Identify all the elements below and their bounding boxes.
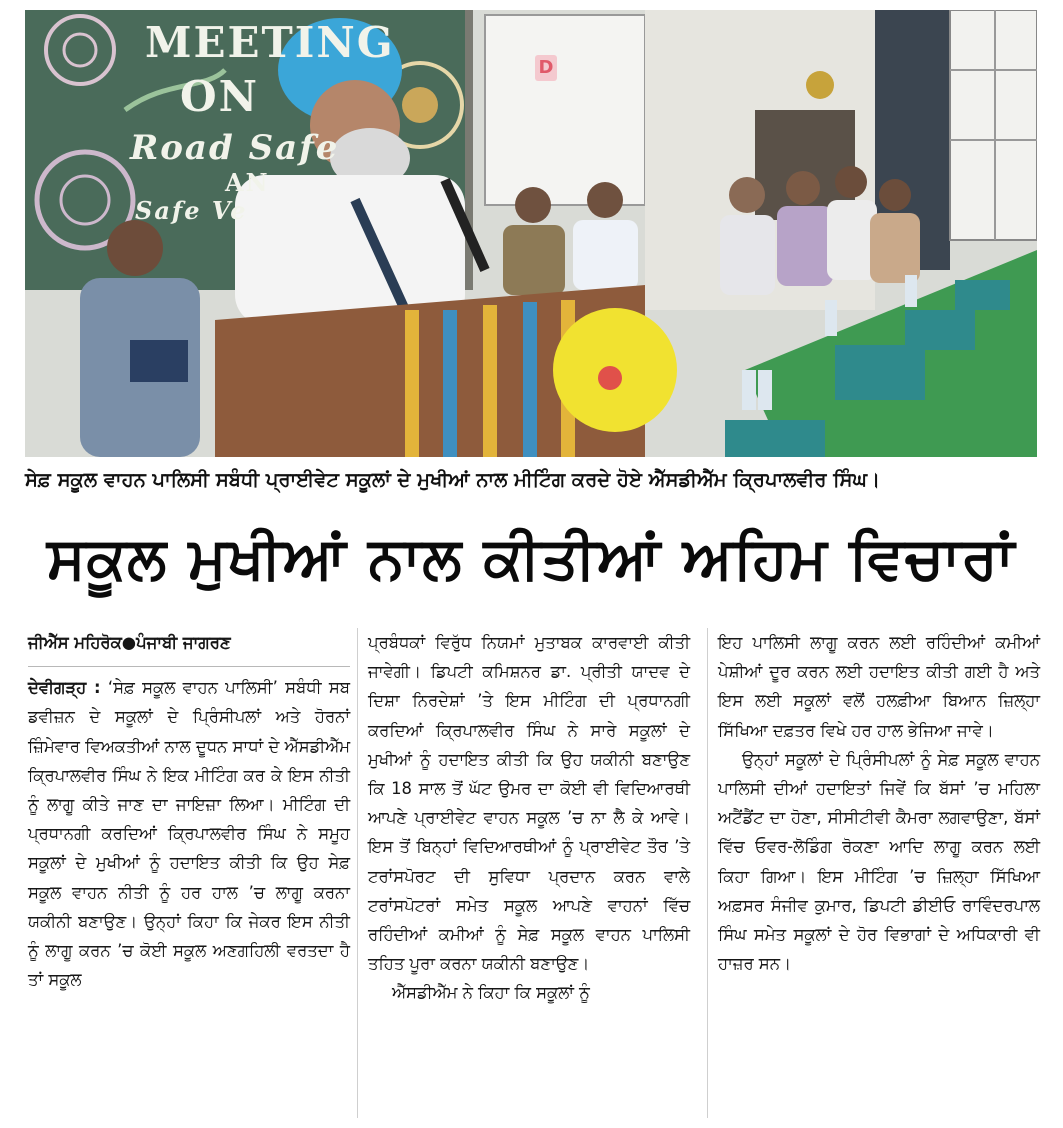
byline-rule bbox=[28, 666, 350, 667]
headline: ਸਕੂਲ ਮੁਖੀਆਂ ਨਾਲ ਕੀਤੀਆਂ ਅਹਿਮ ਵਿਚਾਰਾਂ bbox=[46, 524, 1016, 592]
article-column-3 bbox=[718, 628, 1040, 978]
article-column-2 bbox=[368, 628, 690, 1008]
board-text-line: Safe Ve bbox=[135, 196, 248, 225]
board-text-line: Road Safe bbox=[130, 128, 340, 168]
photo-caption: ਸੇਫ਼ ਸਕੂਲ ਵਾਹਨ ਪਾਲਿਸੀ ਸਬੰਧੀ ਪ੍ਰਾਈਵੇਟ ਸਕੂਲਾਂ ਦੇ ਮੁਖੀਆਂ ਨਾਲ ਮੀਟਿੰਗ ਕਰਦੇ ਹੋਏ ਐੱਸਡੀਐੱਮ ਕ੍ਰਿਪਾਲਵੀਰ ਸਿੰਘ। bbox=[25, 468, 881, 491]
column-divider bbox=[707, 628, 708, 1118]
article-column-1 bbox=[28, 628, 350, 994]
article-paragraph bbox=[28, 673, 350, 994]
byline: ਜੀਐੱਸ ਮਹਿਰੋਕ●ਪੰਜਾਬੀ ਜਾਗਰਣ bbox=[28, 633, 231, 652]
screen-logo: D bbox=[535, 55, 557, 81]
article-paragraph: ਉਨ੍ਹਾਂ ਸਕੂਲਾਂ ਦੇ ਪ੍ਰਿੰਸੀਪਲਾਂ ਨੂੰ ਸੇਫ਼ ਸਕੂਲ ਵਾਹਨ ਪਾਲਿਸੀ ਦੀਆਂ ਹਦਾਇਤਾਂ ਜਿਵੇਂ ਕਿ ਬੱਸਾਂ ’ਚ ਮਹਿਲਾ ਅਟੈਂਡੈਂਟ ਦਾ ਹੋਣਾ, ਸੀਸੀਟੀਵੀ ਕੈਮਰਾ ਲਗਵਾਉਣਾ, ਬੱਸਾਂ ਵਿੱਚ ਓਵਰ-ਲੋਡਿੰਗ ਰੋਕਣਾ ਆਦਿ ਲਾਗੂ ਕਰਨ ਲਈ ਕਿਹਾ ਗਿਆ। ਇਸ ਮੀਟਿੰਗ ’ਚ ਜ਼ਿਲ੍ਹਾ ਸਿੱਖਿਆ ਅਫ਼ਸਰ ਸੰਜੀਵ ਕੁਮਾਰ, ਡਿਪਟੀ ਡੀਈਓ ਰਾਵਿੰਦਰਪਾਲ ਸਿੰਘ ਸਮੇਤ ਸਕੂਲਾਂ ਦੇ ਹੋਰ ਵਿਭਾਗਾਂ ਦੇ ਅਧਿਕਾਰੀ ਵੀ ਹਾਜ਼ਰ ਸਨ। bbox=[718, 749, 1040, 974]
article-paragraph: ਇਹ ਪਾਲਿਸੀ ਲਾਗੂ ਕਰਨ ਲਈ ਰਹਿੰਦੀਆਂ ਕਮੀਆਂ ਪੇਸ਼ੀਆਂ ਦੂਰ ਕਰਨ ਲਈ ਹਦਾਇਤ ਕੀਤੀ ਗਈ ਹੈ ਅਤੇ ਇਸ ਲਈ ਸਕੂਲਾਂ ਵਲੋਂ ਹਲਫ਼ੀਆ ਬਿਆਨ ਜ਼ਿਲ੍ਹਾ ਸਿੱਖਿਆ ਦਫ਼ਤਰ ਵਿਖੇ ਹਰ ਹਾਲ ਭੇਜਿਆ ਜਾਵੇ। bbox=[718, 633, 1040, 740]
dateline: ਦੇਵੀਗੜ੍ਹ : bbox=[28, 678, 101, 698]
meeting-scene bbox=[25, 10, 1037, 457]
board-text-line: MEETING bbox=[145, 18, 395, 67]
news-photo bbox=[25, 10, 1037, 457]
article-paragraph: ਐੱਸਡੀਐੱਮ ਨੇ ਕਿਹਾ ਕਿ ਸਕੂਲਾਂ ਨੂੰ bbox=[392, 983, 590, 1003]
board-text-line: ON bbox=[180, 72, 259, 121]
column-divider bbox=[357, 628, 358, 1118]
article-text: ‘ਸੇਫ਼ ਸਕੂਲ ਵਾਹਨ ਪਾਲਿਸੀ’ ਸਬੰਧੀ ਸਬ ਡਵੀਜ਼ਨ ਦੇ ਸਕੂਲਾਂ ਦੇ ਪ੍ਰਿੰਸੀਪਲਾਂ ਅਤੇ ਹੋਰਨਾਂ ਜ਼ਿੰਮੇਵਾਰ ਵਿਅਕਤੀਆਂ ਨਾਲ ਦੂਧਨ ਸਾਧਾਂ ਦੇ ਐੱਸਡੀਐੱਮ ਕ੍ਰਿਪਾਲਵੀਰ ਸਿੰਘ ਨੇ ਇਕ ਮੀਟਿੰਗ ਕਰ ਕੇ ਇਸ ਨੀਤੀ ਨੂੰ ਲਾਗੂ ਕੀਤੇ ਜਾਣ ਦਾ ਜਾਇਜ਼ਾ ਲਿਆ। ਮੀਟਿੰਗ ਦੀ ਪ੍ਰਧਾਨਗੀ ਕਰਦਿਆਂ ਕ੍ਰਿਪਾਲਵੀਰ ਸਿੰਘ ਨੇ ਸਮੂਹ ਸਕੂਲਾਂ ਦੇ ਮੁਖੀਆਂ ਨੂੰ ਹਦਾਇਤ ਕੀਤੀ ਕਿ ਉਹ ਸੇਫ਼ ਸਕੂਲ ਵਾਹਨ ਨੀਤੀ ਨੂੰ ਹਰ ਹਾਲ ’ਚ ਲਾਗੂ ਕਰਨਾ ਯਕੀਨੀ ਬਣਾਉਣ। ਉਨ੍ਹਾਂ ਕਿਹਾ ਕਿ ਜੇਕਰ ਇਸ ਨੀਤੀ ਨੂੰ ਲਾਗੂ ਕਰਨ ’ਚ ਕੋਈ ਸਕੂਲ ਅਣਗਹਿਲੀ ਵਰਤਦਾ ਹੈ ਤਾਂ ਸਕੂਲ bbox=[28, 678, 350, 990]
article-paragraph: ਪ੍ਰਬੰਧਕਾਂ ਵਿਰੁੱਧ ਨਿਯਮਾਂ ਮੁਤਾਬਕ ਕਾਰਵਾਈ ਕੀਤੀ ਜਾਵੇਗੀ। ਡਿਪਟੀ ਕਮਿਸ਼ਨਰ ਡਾ. ਪ੍ਰੀਤੀ ਯਾਦਵ ਦੇ ਦਿਸ਼ਾ ਨਿਰਦੇਸ਼ਾਂ ’ਤੇ ਇਸ ਮੀਟਿੰਗ ਦੀ ਪ੍ਰਧਾਨਗੀ ਕਰਦਿਆਂ ਕ੍ਰਿਪਾਲਵੀਰ ਸਿੰਘ ਨੇ ਸਾਰੇ ਸਕੂਲਾਂ ਦੇ ਮੁਖੀਆਂ ਨੂੰ ਹਦਾਇਤ ਕੀਤੀ ਕਿ ਉਹ ਯਕੀਨੀ ਬਣਾਉਣ ਕਿ 18 ਸਾਲ ਤੋਂ ਘੱਟ ਉਮਰ ਦਾ ਕੋਈ ਵੀ ਵਿਦਿਆਰਥੀ ਆਪਣੇ ਪ੍ਰਾਈਵੇਟ ਵਾਹਨ ਸਕੂਲ ’ਚ ਨਾ ਲੈ ਕੇ ਆਵੇ। ਇਸ ਤੋਂ ਬਿਨ੍ਹਾਂ ਵਿਦਿਆਰਥੀਆਂ ਨੂੰ ਪ੍ਰਾਈਵੇਟ ਤੌਰ ’ਤੇ ਟਰਾਂਸਪੋਰਟ ਦੀ ਸੁਵਿਧਾ ਪ੍ਰਦਾਨ ਕਰਨ ਵਾਲੇ ਟਰਾਂਸਪੋਟਰਾਂ ਸਮੇਤ ਸਕੂਲ ਆਪਣੇ ਵਾਹਨਾਂ ਵਿੱਚ ਰਹਿੰਦੀਆਂ ਕਮੀਆਂ ਨੂੰ ਸੇਫ਼ ਸਕੂਲ ਵਾਹਨ ਪਾਲਿਸੀ ਤਹਿਤ ਪੂਰਾ ਕਰਨਾ ਯਕੀਨੀ ਬਣਾਉਣ। bbox=[368, 633, 690, 974]
board-text-line: AN bbox=[225, 168, 270, 197]
